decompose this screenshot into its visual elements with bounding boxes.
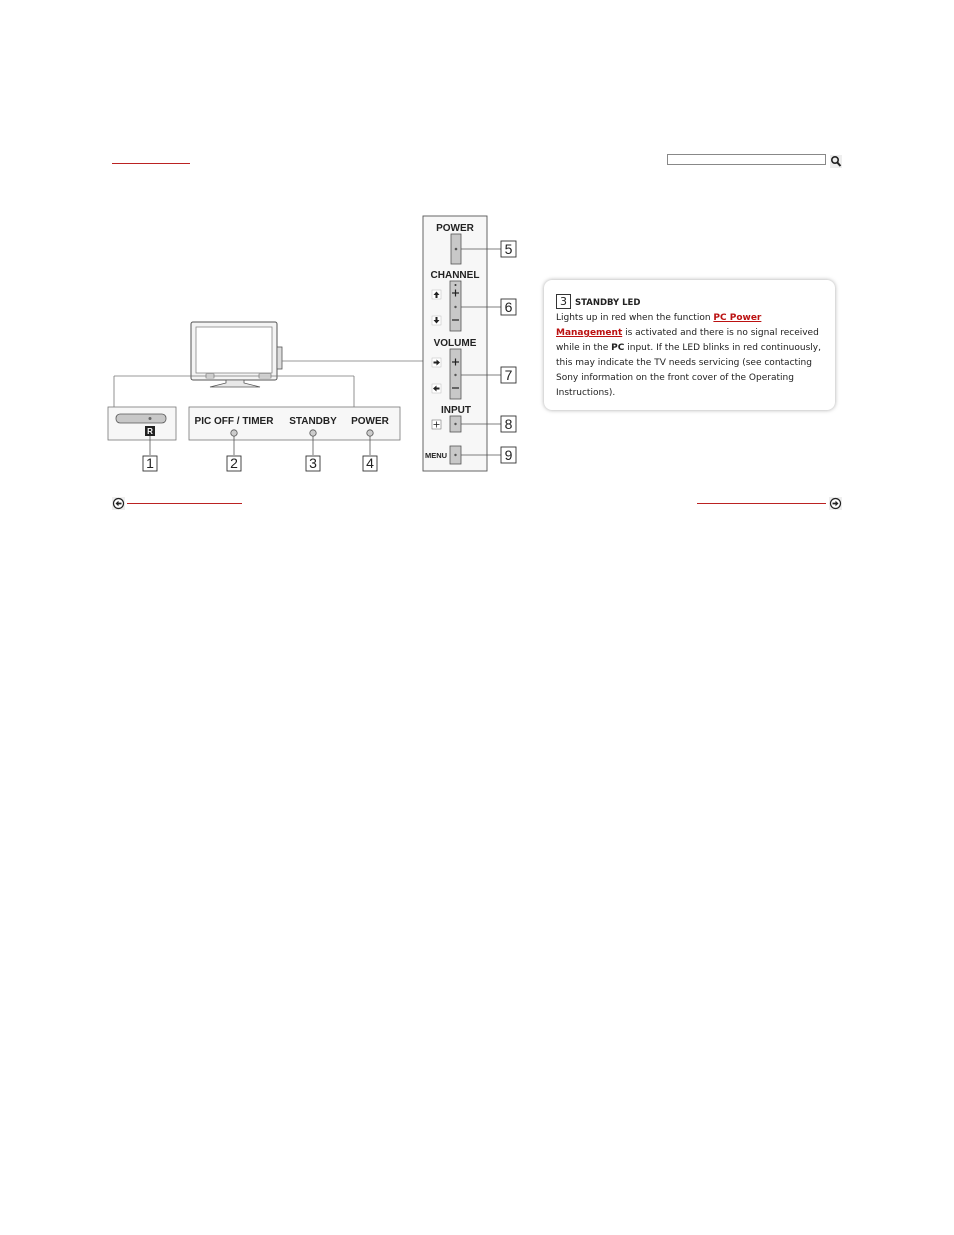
ir-sensor — [116, 414, 166, 423]
power-indicator-label: POWER — [351, 416, 389, 427]
standby-led-callout — [544, 280, 835, 410]
channel-label: CHANNEL — [430, 270, 480, 281]
ir-sensor-panel — [108, 407, 176, 440]
callout-number: 3 — [556, 294, 571, 309]
search-icon[interactable] — [830, 153, 842, 166]
volume-label: VOLUME — [433, 338, 477, 349]
number-9: 9 — [504, 447, 513, 463]
arrow-right-circle-icon — [829, 497, 842, 510]
pic-off-timer-led — [231, 430, 237, 436]
standby-led — [310, 430, 316, 436]
previous-page-button[interactable] — [112, 495, 125, 508]
next-page-button[interactable] — [829, 495, 842, 508]
callout-title: STANDBY LED — [575, 298, 641, 308]
tv-illustration — [191, 322, 282, 387]
arrow-left-circle-icon — [112, 497, 125, 510]
number-7: 7 — [504, 367, 513, 383]
pic-off-timer-label: PIC OFF / TIMER — [194, 416, 274, 427]
number-4: 4 — [366, 455, 374, 471]
standby-label: STANDBY — [289, 416, 337, 427]
number-2: 2 — [230, 455, 238, 471]
number-3[interactable]: 3 — [309, 455, 317, 471]
number-6: 6 — [504, 299, 513, 315]
top-link[interactable] — [112, 163, 190, 164]
side-power-label: POWER — [436, 223, 474, 234]
number-1: 1 — [146, 455, 154, 471]
next-page-link[interactable] — [697, 503, 826, 504]
menu-label: MENU — [424, 451, 448, 460]
power-led — [367, 430, 373, 436]
previous-page-link[interactable] — [127, 503, 242, 504]
callout-body: Lights up in red when the function PC Power Management is activated and there is no signal received while in the PC input. If the LED blinks in red continuously, this may indicate the TV needs servicing (see contacting Sony information on the front cover of the Operating Instructions). — [556, 313, 821, 398]
number-8: 8 — [504, 416, 513, 432]
number-5: 5 — [504, 241, 513, 257]
input-label: INPUT — [441, 405, 471, 416]
pc-power-management-link[interactable]: PC Power Management — [556, 313, 762, 338]
ir-symbol: R — [147, 427, 153, 436]
search-input[interactable] — [667, 154, 826, 165]
tv-controls-diagram — [100, 205, 530, 485]
